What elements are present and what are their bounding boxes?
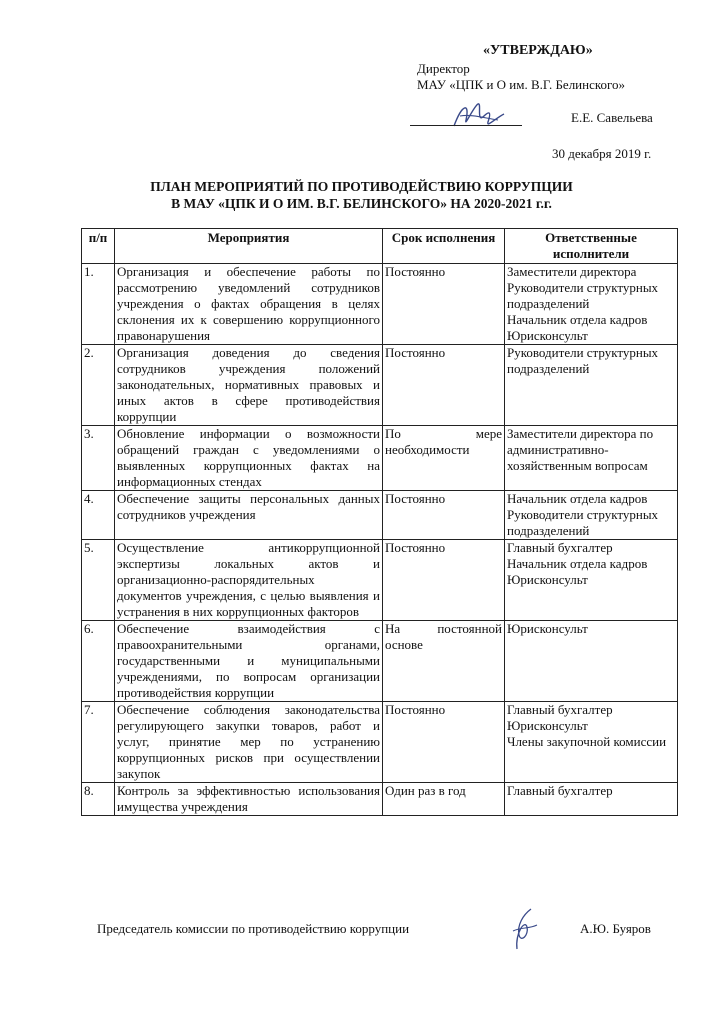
row-deadline: По мере необходимости xyxy=(383,426,505,491)
signature-underline xyxy=(410,125,522,126)
header-num: п/п xyxy=(82,229,115,264)
row-responsible xyxy=(505,702,678,783)
row-num: 4. xyxy=(82,491,115,540)
plan-title-line1: ПЛАН МЕРОПРИЯТИЙ ПО ПРОТИВОДЕЙСТВИЮ КОРРУПЦИИ xyxy=(150,179,573,194)
row-responsible xyxy=(505,491,678,540)
table-header-row xyxy=(82,229,678,264)
header-responsible: Ответственные исполнители xyxy=(505,229,678,264)
row-responsible xyxy=(505,540,678,621)
responsible-item: Заместители директора по административно-хозяйственным вопросам xyxy=(507,426,654,473)
responsible-item: Главный бухгалтер xyxy=(507,702,613,717)
row-activity: Организация и обеспечение работы по рассмотрению уведомлений сотрудников учреждения о фактах обращения в целях склонения их к совершению коррупционного правонарушения xyxy=(115,264,383,345)
row-activity: Организация доведения до сведения сотрудников учреждения положений законодательных, нормативных правовых и иных актов в сфере противодействия коррупции xyxy=(115,345,383,426)
header-activity: Мероприятия xyxy=(115,229,383,264)
row-activity: Обеспечение соблюдения законодательства регулирующего закупки товаров, работ и услуг, принятие мер по устранению коррупционных рисков при осуществлении закупок xyxy=(115,702,383,783)
row-activity: Обеспечение взаимодействия с правоохранительными органами, государственными и муниципальными учреждениями, по вопросам организации противодействия коррупции xyxy=(115,621,383,702)
row-responsible xyxy=(505,264,678,345)
table-row xyxy=(82,264,678,345)
approval-heading: «УТВЕРЖДАЮ» xyxy=(483,43,593,58)
row-deadline: Один раз в год xyxy=(383,783,505,816)
responsible-item: Юрисконсульт xyxy=(507,572,588,587)
header-deadline: Срок исполнения xyxy=(383,229,505,264)
table-row xyxy=(82,621,678,702)
row-deadline: Постоянно xyxy=(383,491,505,540)
responsible-item: Юрисконсульт xyxy=(507,621,588,636)
approval-signer-name: Е.Е. Савельева xyxy=(571,110,653,125)
row-num: 5. xyxy=(82,540,115,621)
row-responsible xyxy=(505,783,678,816)
plan-table xyxy=(81,228,678,816)
row-num: 1. xyxy=(82,264,115,345)
row-deadline: Постоянно xyxy=(383,702,505,783)
row-num: 2. xyxy=(82,345,115,426)
row-activity: Осуществление антикоррупционной экспертизы локальных актов и организационно-распорядительных документов учреждения, с целью выявления и устранения в них коррупционных факторов xyxy=(115,540,383,621)
row-deadline: На постоянной основе xyxy=(383,621,505,702)
responsible-item: Члены закупочной комиссии xyxy=(507,734,667,749)
responsible-item: Заместители директора xyxy=(507,264,637,279)
table-row xyxy=(82,702,678,783)
row-activity: Контроль за эффективностью использования имущества учреждения xyxy=(115,783,383,816)
row-deadline: Постоянно xyxy=(383,345,505,426)
row-responsible xyxy=(505,426,678,491)
table-row xyxy=(82,345,678,426)
responsible-item: Руководители структурных подразделений xyxy=(507,345,659,376)
commission-chair-name: А.Ю. Буяров xyxy=(580,921,651,936)
chair-signature xyxy=(505,905,545,955)
responsible-item: Начальник отдела кадров xyxy=(507,312,648,327)
approval-organization: МАУ «ЦПК и О им. В.Г. Белинского» xyxy=(417,77,626,92)
row-responsible xyxy=(505,345,678,426)
table-row xyxy=(82,426,678,491)
responsible-item: Главный бухгалтер xyxy=(507,540,613,555)
row-num: 3. xyxy=(82,426,115,491)
row-num: 7. xyxy=(82,702,115,783)
director-signature xyxy=(448,98,508,134)
responsible-item: Начальник отдела кадров xyxy=(507,556,648,571)
plan-title-line2: В МАУ «ЦПК И О ИМ. В.Г. БЕЛИНСКОГО» НА 2020-2021 г.г. xyxy=(171,196,552,211)
table-row xyxy=(82,783,678,816)
responsible-item: Руководители структурных подразделений xyxy=(507,507,659,538)
row-num: 6. xyxy=(82,621,115,702)
row-activity: Обеспечение защиты персональных данных сотрудников учреждения xyxy=(115,491,383,540)
responsible-item: Начальник отдела кадров xyxy=(507,491,648,506)
commission-chair-title: Председатель комиссии по противодействию коррупции xyxy=(97,921,410,936)
table-row xyxy=(82,540,678,621)
responsible-item: Руководители структурных подразделений xyxy=(507,280,659,311)
responsible-item: Юрисконсульт xyxy=(507,718,588,733)
responsible-item: Юрисконсульт xyxy=(507,328,588,343)
approval-date: 30 декабря 2019 г. xyxy=(552,146,652,161)
responsible-item: Главный бухгалтер xyxy=(507,783,613,798)
table-row xyxy=(82,491,678,540)
row-deadline: Постоянно xyxy=(383,264,505,345)
row-num: 8. xyxy=(82,783,115,816)
row-activity: Обновление информации о возможности обращений граждан с уведомлениями о выявленных коррупционных фактах на информационных стендах xyxy=(115,426,383,491)
row-responsible xyxy=(505,621,678,702)
approval-position: Директор xyxy=(417,61,470,76)
row-deadline: Постоянно xyxy=(383,540,505,621)
